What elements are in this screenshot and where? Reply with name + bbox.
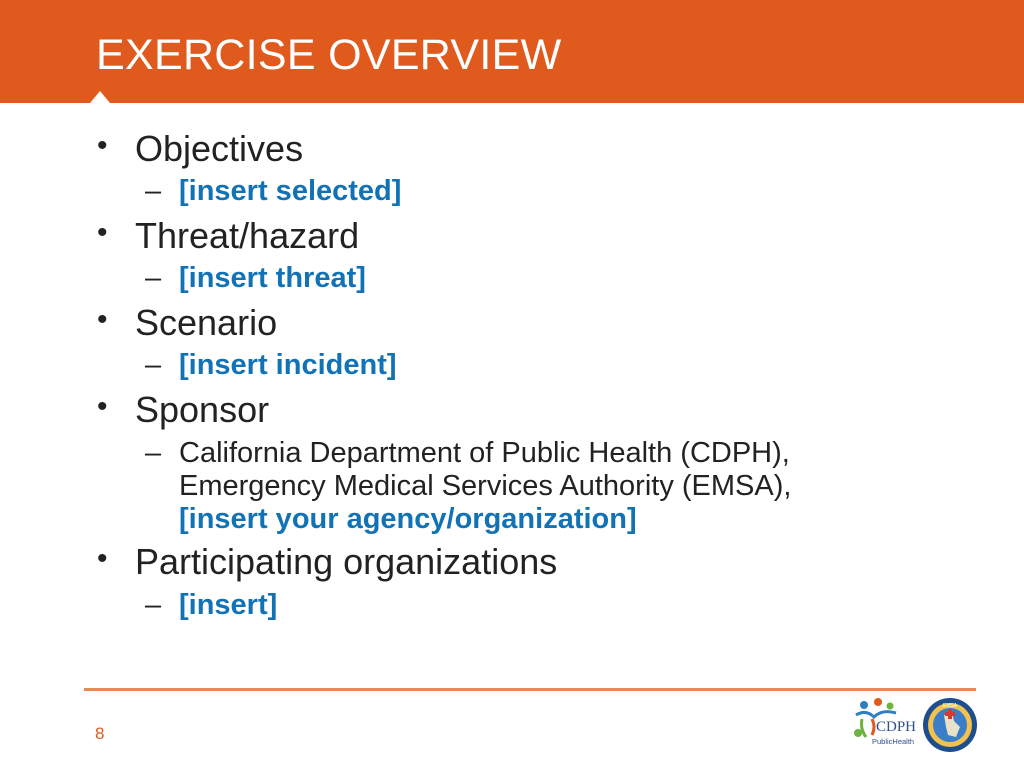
sponsor-line xyxy=(145,470,791,503)
bullet-label: Participating organizations xyxy=(135,541,558,582)
dash-marker: – xyxy=(145,437,162,469)
logo-figure-icon xyxy=(887,703,894,710)
sub-sponsor xyxy=(145,437,791,536)
logo-figure-icon xyxy=(874,698,882,706)
sponsor-line xyxy=(145,503,791,536)
sub-objectives xyxy=(145,177,401,206)
bullet-threat xyxy=(97,215,360,256)
bullet-participating xyxy=(97,541,558,582)
slide-title: EXERCISE OVERVIEW xyxy=(96,31,562,79)
sponsor-line-text: California Department of Public Health (CDPH), xyxy=(179,437,790,469)
sponsor-line-text: Emergency Medical Services Authority (EMSA), xyxy=(179,470,792,502)
placeholder-text: [insert] xyxy=(179,589,278,621)
placeholder-text: [insert your agency/organization] xyxy=(179,503,637,535)
bullet-marker: • xyxy=(97,303,108,336)
emsa-seal-text: EMSA xyxy=(942,703,958,709)
sub-threat xyxy=(145,264,366,293)
footer-divider xyxy=(84,688,976,691)
bullet-label: Scenario xyxy=(135,302,278,343)
page-number: 8 xyxy=(95,724,105,743)
title-bar xyxy=(0,0,1024,103)
bullet-label: Sponsor xyxy=(135,389,270,430)
cdph-tagline: PublicHealth xyxy=(872,737,915,746)
cdph-wordmark: CDPH xyxy=(876,719,917,735)
emsa-seal-logo xyxy=(922,697,978,753)
bullet-marker: • xyxy=(97,542,108,575)
sub-participating xyxy=(145,591,277,620)
sponsor-line xyxy=(145,437,791,470)
sub-scenario xyxy=(145,351,397,380)
placeholder-text: [insert incident] xyxy=(179,349,397,381)
title-notch xyxy=(90,91,110,103)
bullet-label: Objectives xyxy=(135,128,304,169)
logo-figure-icon xyxy=(860,701,868,709)
dash-marker: – xyxy=(145,175,162,207)
bullet-objectives xyxy=(97,128,304,169)
bullet-marker: • xyxy=(97,390,108,423)
bullet-marker: • xyxy=(97,216,108,249)
bullet-scenario xyxy=(97,302,278,343)
dash-marker: – xyxy=(145,349,162,381)
bullet-sponsor xyxy=(97,389,270,430)
placeholder-text: [insert selected] xyxy=(179,175,402,207)
dash-marker: – xyxy=(145,262,162,294)
placeholder-text: [insert threat] xyxy=(179,262,366,294)
dash-marker: – xyxy=(145,589,162,621)
bullet-marker: • xyxy=(97,129,108,162)
cdph-logo xyxy=(852,697,922,749)
bullet-label: Threat/hazard xyxy=(135,215,360,256)
